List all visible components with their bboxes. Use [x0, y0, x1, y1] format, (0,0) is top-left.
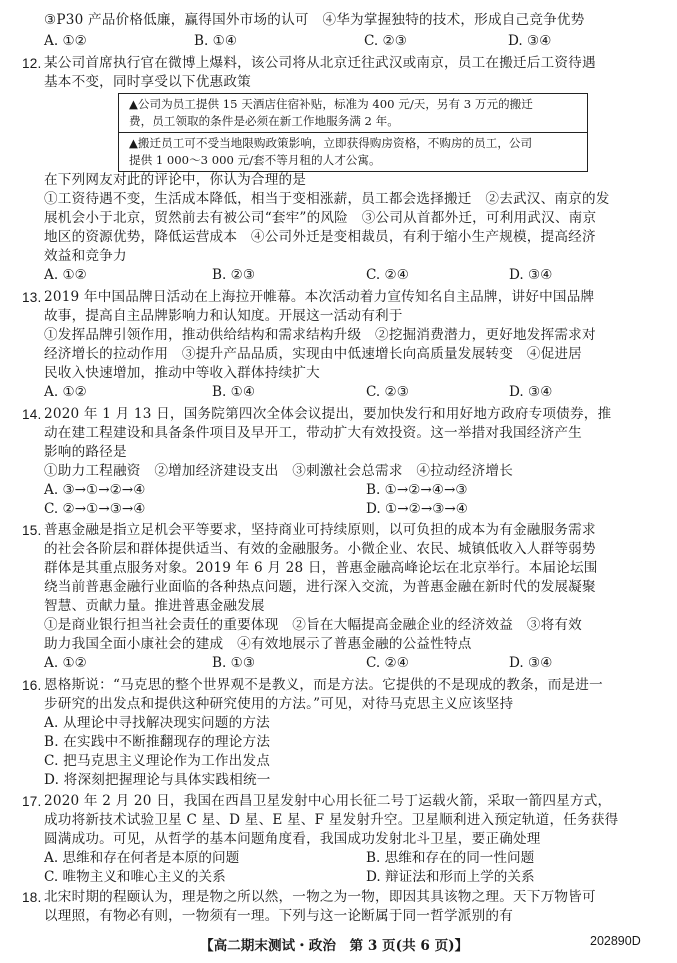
option-b: B. ①③: [212, 655, 256, 671]
option-c: C. ②③: [366, 384, 409, 400]
choice-d: D. 将深刻把握理论与具体实践相统一: [44, 772, 271, 788]
policy-text-line: ▲搬迁员工可不受当地限购政策影响，立即获得购房资格，不购房的员工，公司: [129, 136, 533, 150]
question-text-line: 故事，提高自主品牌影响力和认知度。开展这一活动有利于: [44, 308, 403, 324]
option-a: A. ①②: [44, 384, 87, 400]
option-c: C. ②③: [364, 33, 407, 49]
question-text-line: 绕当前普惠金融行业面临的各种热点问题，进行深入交流，为普惠金融在新时代的发展凝聚: [44, 579, 596, 595]
choice-a: A. 从理论中寻找解决现实问题的方法: [44, 715, 270, 731]
question-text-line: 步研究的出发点和提供这种研究使用的方法。”可见，对待马克思主义应该坚持: [44, 696, 514, 712]
question-number: 15.: [22, 523, 42, 538]
question-text-line: 普惠金融是指立足机会平等要求，坚持商业可持续原则，以可负担的成本为有金融服务需求: [44, 522, 596, 538]
question-text-line: 展机会小于北京，贸然前去有被公司“套牢”的风险 ③公司从首都外迁，可利用武汉、南京: [44, 210, 597, 226]
question-text-line: 动在建工程建设和具备条件项目及早开工，带动扩大有效投资。这一举措对我国经济产生: [44, 425, 582, 441]
option-d: D. ①→②→③→④: [366, 501, 468, 517]
policy-text-line: ▲公司为员工提供 15 天酒店住宿补贴，标准为 400 元/天，另有 3 万元的搬迁: [129, 97, 533, 111]
question-text-line: 民收入快速增加，推动中等收入群体持续扩大: [44, 365, 320, 381]
question-number: 18.: [22, 890, 42, 905]
option-b: B. 思维和存在的同一性问题: [366, 850, 535, 866]
option-a: A. ③→①→②→④: [44, 482, 146, 498]
question-text-line: ①助力工程融资 ②增加经济建设支出 ③刺激社会总需求 ④拉动经济增长: [44, 463, 513, 479]
top-statement-line: ③P30 产品价格低廉，赢得国外市场的认可 ④华为掌握独特的技术，形成自己竞争优势: [44, 12, 585, 28]
option-d: D. ③④: [509, 384, 553, 400]
policy-box: [118, 93, 588, 172]
policy-text-line: 费，员工领取的条件是必须在新工作地服务满 2 年。: [129, 114, 399, 128]
choice-b: B. 在实践中不断推翻现存的理论方法: [44, 734, 271, 750]
question-text-line: ①是商业银行担当社会责任的重要体现 ②旨在大幅提高金融企业的经济效益 ③将有效: [44, 617, 582, 633]
option-c: C. ②④: [366, 655, 409, 671]
policy-row: [119, 132, 587, 171]
question-text-line: 成功将新技术试验卫星 C 星、D 星、E 星、F 星发射升空。卫星顺利进入预定轨道，任务获得: [44, 812, 619, 828]
question-text-line: 以理照，有物必有则，一物须有一理。下列与这一论断属于同一哲学派别的有: [44, 908, 513, 924]
question-text-line: 地区的资源优势，降低运营成本 ④公司外迁是变相裁员，有利于缩小生产规模，提高经济: [44, 229, 596, 245]
option-a: A. ①②: [44, 33, 87, 49]
option-a: A. 思维和存在何者是本原的问题: [44, 850, 240, 866]
question-text-line: 圆满成功。可见，从哲学的基本问题角度看，我国成功发射北斗卫星，要正确处理: [44, 831, 541, 847]
question-text-line: 北宋时期的程颐认为，理是物之所以然，一物之为一物，即因其具该物之理。天下万物皆可: [44, 889, 596, 905]
option-b: B. ②③: [212, 267, 256, 283]
question-text-line: 某公司首席执行官在微博上爆料，该公司将从北京迁往武汉或南京，员工在搬迁后工资待遇: [44, 55, 596, 71]
option-c: C. 唯物主义和唯心主义的关系: [44, 869, 226, 885]
question-number: 17.: [22, 794, 42, 809]
question-text-line: 群体是其重点服务对象。2019 年 6 月 28 日，普惠金融高峰论坛在北京举行。本届论坛围: [44, 560, 598, 576]
footer-title: 【高二期末测试・政治 第 3 页(共 6 页)】: [200, 938, 469, 954]
question-number: 13.: [22, 290, 42, 305]
question-text-line: 效益和竞争力: [44, 248, 127, 264]
option-d: D. ③④: [509, 655, 553, 671]
question-text-line: 恩格斯说：“马克思的整个世界观不是教义，而是方法。它提供的不是现成的教条，而是进一: [44, 677, 603, 693]
question-text-line: ①工资待遇不变，生活成本降低，相当于变相涨薪，员工都会选择搬迁 ②去武汉、南京的发: [44, 191, 610, 207]
question-text-line: 2020 年 2 月 20 日，我国在西昌卫星发射中心用长征二号丁运载火箭，采取一箭四星方式，: [44, 793, 612, 809]
question-number: 14.: [22, 407, 42, 422]
question-text-line: 基本不变，同时享受以下优惠政策: [44, 74, 251, 90]
question-text-line: 经济增长的拉动作用 ③提升产品品质，实现由中低速增长向高质量发展转变 ④促进居: [44, 346, 582, 362]
policy-text-line: 提供 1 000～3 000 元/套不等月租的人才公寓。: [129, 153, 381, 167]
footer-code: 202890D: [590, 934, 641, 948]
option-d: D. ③④: [508, 33, 552, 49]
question-number: 12.: [22, 56, 42, 71]
question-text-line: 智慧、贡献力量。推进普惠金融发展: [44, 598, 265, 614]
question-number: 16.: [22, 678, 42, 693]
question-text-line: 2020 年 1 月 13 日，国务院第四次全体会议提出，要加快发行和用好地方政府专项债券，推: [44, 406, 612, 422]
question-text-line: ①发挥品牌引领作用，推动供给结构和需求结构升级 ②挖掘消费潜力，更好地发挥需求对: [44, 327, 596, 343]
option-b: B. ①④: [194, 33, 238, 49]
policy-row: [119, 94, 587, 132]
question-text-line: 2019 年中国品牌日活动在上海拉开帷幕。本次活动着力宣传知名自主品牌，讲好中国品牌: [44, 289, 595, 305]
option-a: A. ①②: [44, 267, 87, 283]
option-a: A. ①②: [44, 655, 87, 671]
option-b: B. ①④: [212, 384, 256, 400]
option-d: D. 辩证法和形而上学的关系: [366, 869, 535, 885]
option-b: B. ①→②→④→③: [366, 482, 468, 498]
question-text-line: 的社会各阶层和群体提供适当、有效的金融服务。小微企业、农民、城镇低收入人群等弱势: [44, 541, 596, 557]
question-text-line: 在下列网友对此的评论中，你认为合理的是: [44, 172, 307, 188]
option-c: C. ②→①→③→④: [44, 501, 146, 517]
question-text-line: 影响的路径是: [44, 444, 127, 460]
choice-c: C. 把马克思主义理论作为工作出发点: [44, 753, 271, 769]
question-text-line: 助力我国全面小康社会的建成 ④有效地展示了普惠金融的公益性特点: [44, 636, 472, 652]
option-d: D. ③④: [509, 267, 553, 283]
option-c: C. ②④: [366, 267, 409, 283]
